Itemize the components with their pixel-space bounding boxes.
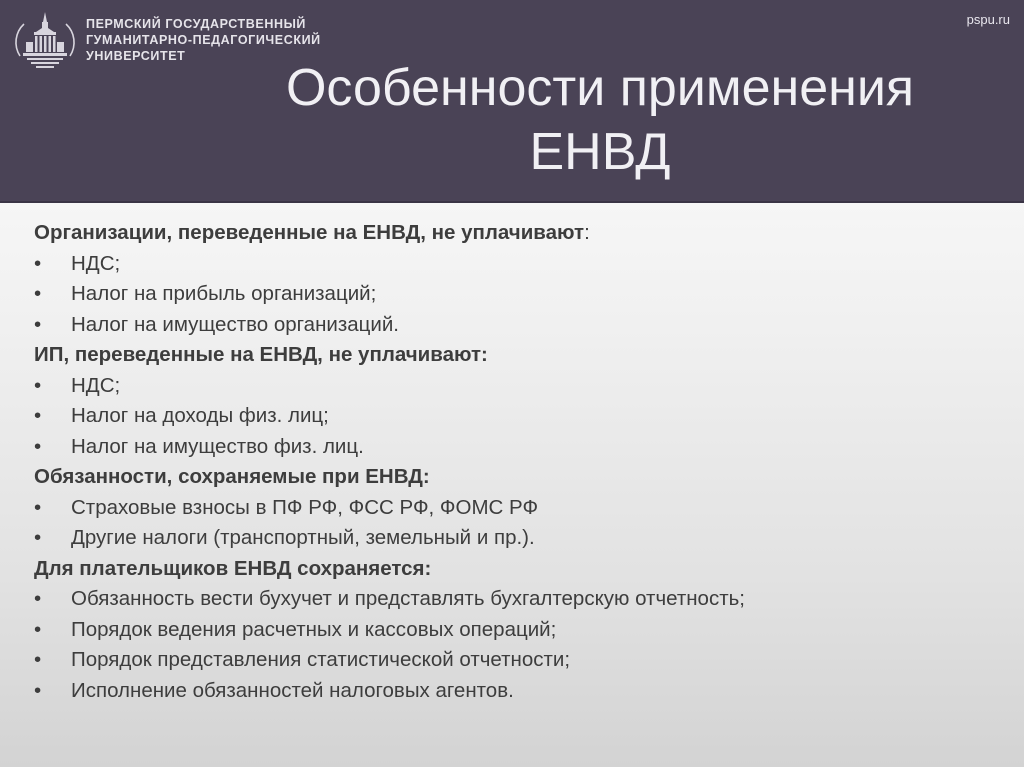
list-item	[34, 615, 994, 646]
university-name-line: ГУМАНИТАРНО-ПЕДАГОГИЧЕСКИЙ	[86, 33, 321, 47]
list-item-text: Налог на имущество организаций.	[71, 312, 399, 336]
section-heading	[34, 554, 994, 585]
section-heading	[34, 462, 994, 493]
section-heading-text: Обязанности, сохраняемые при ЕНВД:	[34, 465, 430, 488]
university-name-line: ПЕРМСКИЙ ГОСУДАРСТВЕННЫЙ	[86, 17, 307, 31]
university-name-line: УНИВЕРСИТЕТ	[86, 49, 186, 63]
list-item	[34, 523, 994, 554]
university-logo-icon	[14, 8, 76, 74]
list-item	[34, 493, 994, 524]
list-item-text: Исполнение обязанностей налоговых агентов.	[71, 678, 514, 702]
bullet: •	[34, 526, 42, 549]
section-heading-text: Для плательщиков ЕНВД сохраняется:	[34, 556, 432, 580]
slide-header	[0, 0, 1024, 203]
list-item	[34, 279, 994, 310]
list-item-text: НДС;	[71, 373, 121, 397]
section-heading-text: ИП, переведенные на ЕНВД, не уплачивают:	[34, 343, 488, 366]
list-item	[34, 371, 994, 402]
bullet: •	[34, 495, 42, 519]
list-item-text: Налог на имущество физ. лиц.	[71, 434, 364, 458]
slide-title-line: Особенности применения	[285, 59, 915, 117]
bullet: •	[34, 312, 42, 336]
slide-title	[200, 56, 1000, 184]
list-item-text: Другие налоги (транспортный, земельный и пр.).	[71, 526, 535, 549]
list-item	[34, 676, 994, 707]
slide-content	[34, 218, 994, 706]
bullet: •	[34, 434, 42, 458]
bullet: •	[34, 648, 42, 671]
bullet: •	[34, 587, 42, 610]
list-item-text: Налог на прибыль организаций;	[71, 282, 377, 305]
section-heading	[34, 218, 994, 249]
site-url: pspu.ru	[966, 12, 1010, 27]
bullet: •	[34, 404, 42, 427]
list-item	[34, 310, 994, 341]
bullet: •	[34, 373, 42, 397]
section-heading	[34, 340, 994, 371]
list-item	[34, 584, 994, 615]
list-item	[34, 645, 994, 676]
list-item	[34, 401, 994, 432]
list-item-text: НДС;	[71, 251, 121, 275]
list-item-text: Страховые взносы в ПФ РФ, ФСС РФ, ФОМС РФ	[71, 495, 539, 519]
list-item-text: Порядок ведения расчетных и кассовых операций;	[71, 617, 557, 641]
section-heading-text: Организации, переведенные на ЕНВД, не уплачивают	[34, 221, 585, 244]
slide-title-line: ЕНВД	[529, 123, 671, 181]
list-item-text: Обязанность вести бухучет и представлять бухгалтерскую отчетность;	[71, 587, 745, 610]
list-item-text: Налог на доходы физ. лиц;	[71, 404, 329, 427]
bullet: •	[34, 251, 42, 275]
list-item	[34, 432, 994, 463]
list-item	[34, 249, 994, 280]
list-item-text: Порядок представления статистической отчетности;	[71, 648, 571, 671]
bullet: •	[34, 282, 42, 305]
bullet: •	[34, 678, 42, 702]
bullet: •	[34, 617, 42, 641]
section-heading-colon: :	[584, 221, 590, 244]
